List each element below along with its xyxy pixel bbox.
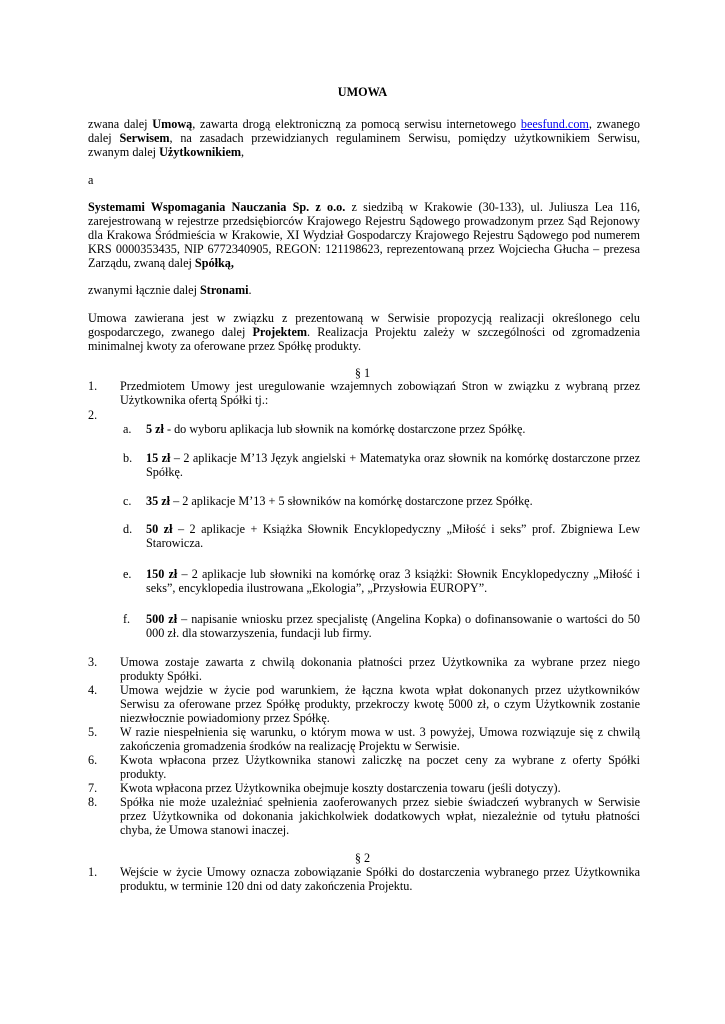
option-letter: b. [123,451,133,465]
list-item-text: Umowa zostaje zawarta z chwilą dokonania płatności przez Użytkownika za wybrane przez niego produkty Spółki. [120,655,640,683]
company-term-spolka: Spółką, [194,255,234,270]
option-price: 500 zł [146,612,178,626]
intro-text-3: , zwanego dalej [88,117,641,145]
option-description: – napisanie wniosku przez specjalistę (Angelina Kopka) o dofinansowanie o wartości do 50 000 zł. dla stowarzyszenia, fundacji lub firmy. [146,612,641,640]
section-2-heading: § 2 [354,851,371,865]
list-number: 8. [88,795,98,809]
beesfund-link[interactable]: beesfund.com [520,117,589,131]
company-paragraph [88,201,640,271]
option-description: – 2 aplikacje + Książka Słownik Encyklopedyczny „Miłość i seks” prof. Zbigniewa Lew Starowicza. [146,522,641,550]
option-letter: c. [123,494,132,508]
option-price: 5 zł [146,422,164,436]
list-number: 1. [88,865,98,879]
conjunction-a: a [88,173,94,187]
list-number: 4. [88,683,98,697]
option-text [146,495,640,509]
intro-text-4: , na zasadach przewidzianych regulaminem Serwisu, pomiędzy użytkownikiem Serwisu, zwanym dalej [88,130,640,159]
option-text [146,423,640,437]
list-item-text: Kwota wpłacona przez Użytkownika obejmuje koszty dostarczenia towaru (jeśli dotyczy). [120,781,561,795]
list-item-text: Wejście w życie Umowy oznacza zobowiązanie Spółki do dostarczenia wybranego przez Użytkownika produktu, w terminie 120 dni od daty zakończenia Projektu. [120,865,640,893]
option-price: 50 zł [146,522,173,536]
list-item-text: Spółka nie może uzależniać spełnienia zaoferowanych przez siebie świadczeń wybranych w Serwisie przez Użytkownika od dokonania jakichkolwiek dodatkowych wpłat, niezależnie od tytułu płatności chyba, że Umowa stanowi inaczej. [120,795,640,837]
list-number: 5. [88,725,98,739]
option-description: - do wyboru aplikacja lub słownik na komórkę dostarczone przez Spółkę. [163,422,526,436]
option-price: 35 zł [146,494,171,508]
list-item-text: W razie niespełnienia się warunku, o którym mowa w ust. 3 powyżej, Umowa rozwiązuje się z chwilą zakończenia gromadzenia środków na realizację Projektu w Serwisie. [120,725,640,753]
intro-paragraph [88,118,640,160]
project-text-1: Umowa zawierana jest w związku z prezentowaną w Serwisie propozycją realizacji określonego celu gospodarczego, zwanego dalej [88,311,640,339]
project-term: Projektem [252,324,308,339]
strony-text-1: zwanymi łącznie dalej [88,283,201,297]
list-item-text: Umowa wejdzie w życie pod warunkiem, że łączna kwota wpłat dokonanych przez użytkowników Serwisu za oferowane przez Spółkę produkty, przekroczy kwotę 5000 zł, o czym Użytkownik zostanie niezwłocznie powiadomiony przez Spółkę. [120,683,640,725]
option-description: – 2 aplikacje lub słowniki na komórkę oraz 3 książki: Słownik Encyklopedyczny „Miłość i seks”, encyklopedia ilustrowana „Ekologia”, „Przysłowia EUROPY”. [146,567,640,595]
intro-text-2: , zawarta drogą elektroniczną za pomocą serwisu internetowego [192,117,521,131]
option-price: 150 zł [146,567,178,581]
option-letter: e. [123,567,132,581]
option-letter: a. [123,422,132,436]
list-number: 2. [88,408,98,422]
company-name: Systemami Wspomagania Nauczania Sp. z o.o. [88,200,346,214]
option-letter: f. [123,612,131,626]
option-text [146,452,640,480]
option-description: – 2 aplikacje M’13 Język angielski + Matematyka oraz słownik na komórkę dostarczone przez Spółkę. [146,451,640,479]
option-text [146,523,640,551]
intro-term-serwis: Serwisem [119,130,170,145]
section-1-heading: § 1 [354,366,371,380]
document-title: UMOWA [337,85,388,99]
option-letter: d. [123,522,133,536]
intro-term-uzytkownik: Użytkownikiem [159,144,242,159]
strony-paragraph [88,284,640,298]
list-number: 3. [88,655,98,669]
strony-text-2: . [248,283,252,297]
project-text-2: . Realizacja Projektu zależy w szczególności od zgromadzenia minimalnej kwoty za oferowane przez Spółkę produkty. [88,324,640,353]
option-text [146,613,640,641]
list-number: 1. [88,379,98,393]
company-description: z siedzibą w Krakowie (30-133), ul. Juliusza Lea 116, zarejestrowaną w rejestrze przedsiębiorców Krajowego Rejestru Sądowego prowadzonym przez Sąd Rejonowy dla Krakowa Śródmieścia w Krakowie, XI Wydział Gospodarczy Krajowego Rejestru Sądowego pod numerem KRS 0000353435, NIP 6772340905, REGON: 121198623, reprezentowaną przez Wojciecha Głucha – prezesa Zarządu, zwaną dalej [88,200,640,270]
option-price: 15 zł [146,451,171,465]
intro-text-1: zwana dalej [88,117,153,131]
intro-text-5: , [241,144,245,159]
option-text [146,568,640,596]
list-item-text: Przedmiotem Umowy jest uregulowanie wzajemnych zobowiązań Stron w związku z wybraną przez Użytkownika ofertą Spółki tj.: [120,379,640,407]
list-number: 6. [88,753,98,767]
list-item-text: Kwota wpłacona przez Użytkownika stanowi zaliczkę na poczet ceny za wybrane z oferty Spółki produkty. [120,753,640,781]
project-paragraph [88,312,640,354]
list-number: 7. [88,781,98,795]
option-description: – 2 aplikacje M’13 + 5 słowników na komórkę dostarczone przez Spółkę. [170,494,533,508]
intro-term-umowa: Umową [152,117,193,131]
strony-term: Stronami [200,283,249,297]
